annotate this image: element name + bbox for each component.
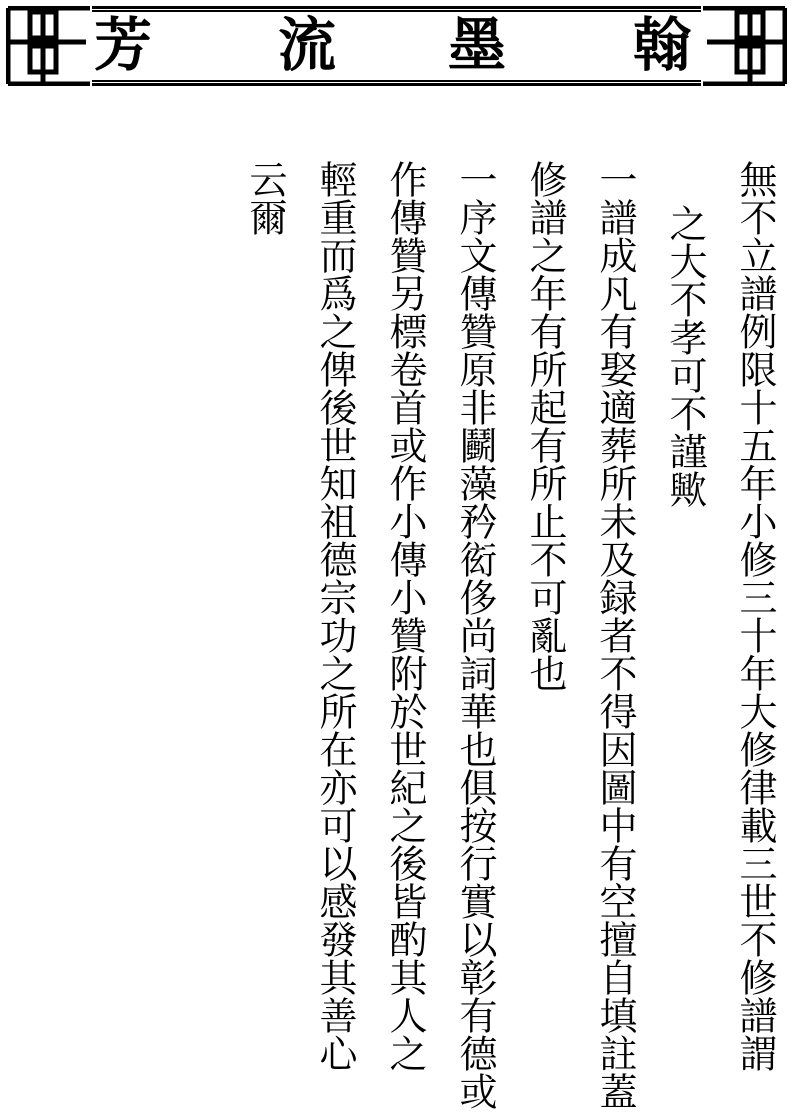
text-column-6: 作傳贊另標卷首或作小傳小贊附於世紀之後皆酌其人之 xyxy=(383,160,427,1072)
header-title-char-4: 翰 xyxy=(633,11,692,79)
text-column-5: 一序文傳贊原非鬬藻矜衒侈尚詞華也俱按行實以彰有德或 xyxy=(453,160,497,1110)
text-column-4: 修譜之年有所起有所止不可亂也 xyxy=(523,160,567,692)
header-banner xyxy=(0,0,795,92)
header-title-char-3: 墨 xyxy=(448,11,507,79)
text-column-2: 之大不孝可不謹歟 xyxy=(663,204,707,508)
header-title-char-1: 芳 xyxy=(94,11,153,79)
text-column-3: 一譜成凡有娶適葬所未及録者不得因圖中有空擅自填註蓋 xyxy=(593,160,637,1110)
header-title-char-2: 流 xyxy=(278,11,337,79)
text-column-8: 云爾 xyxy=(243,160,287,236)
fret-corner-left-icon xyxy=(6,6,92,86)
fret-corner-right-icon xyxy=(701,6,787,86)
text-column-7: 輕重而爲之俾後世知祖德宗功之所在亦可以感發其善心 xyxy=(313,160,357,1072)
text-column-1: 無不立譜例限十五年小修三十年大修律載三世不修譜謂 xyxy=(733,160,777,1072)
